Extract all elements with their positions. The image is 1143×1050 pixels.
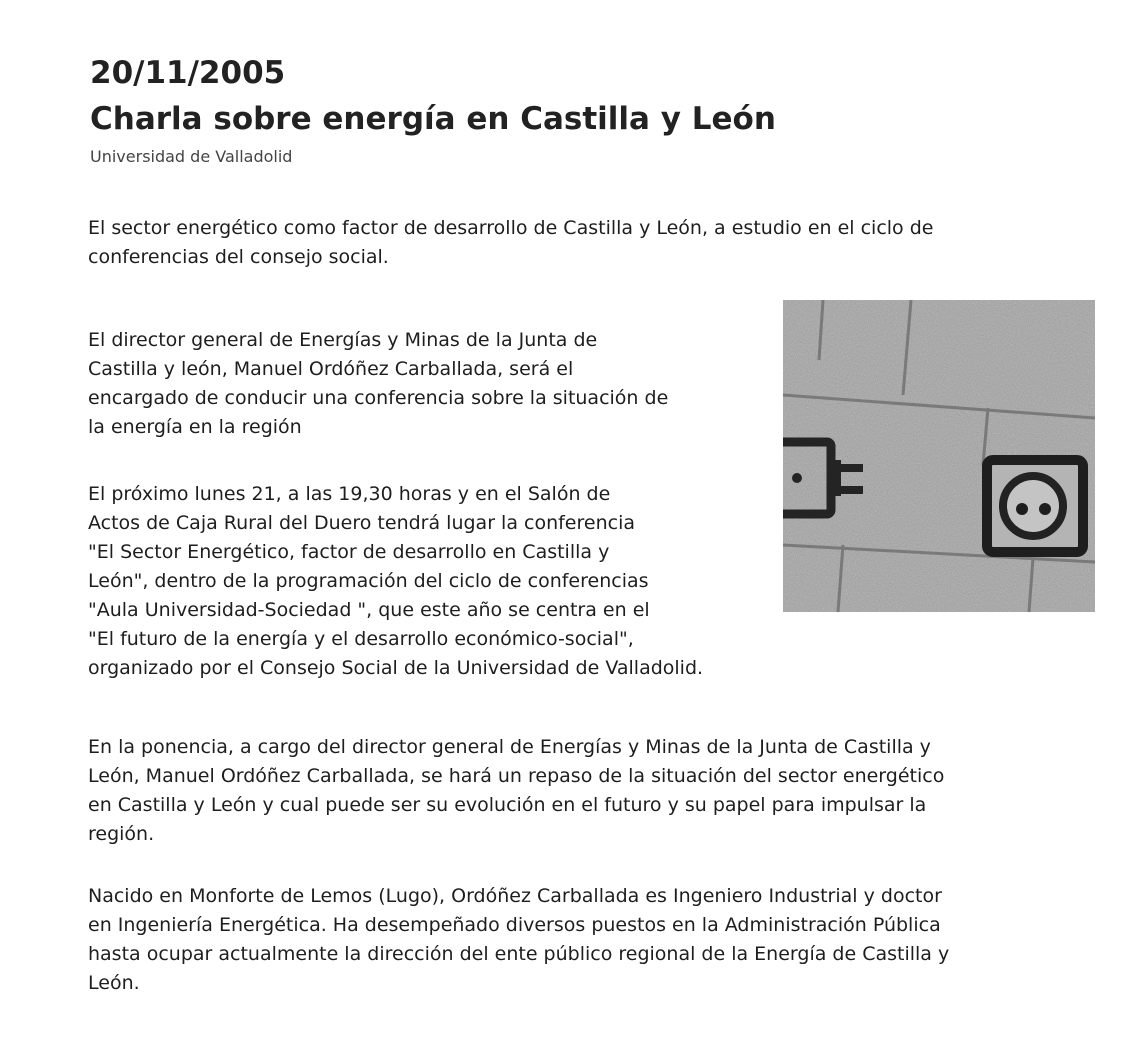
text-line: Castilla y león, Manuel Ordóñez Carballada, será el: [88, 358, 574, 380]
power-socket-illustration: [783, 300, 1095, 612]
article-source: Universidad de Valladolid: [90, 147, 293, 166]
text-line: León", dentro de la programación del ciclo de conferencias: [88, 570, 649, 592]
text-line: organizado por el Consejo Social de la Universidad de Valladolid.: [88, 657, 704, 679]
text-line: Actos de Caja Rural del Duero tendrá lugar la conferencia: [88, 512, 635, 534]
text-line: Nacido en Monforte de Lemos (Lugo), Ordóñez Carballada es Ingeniero Industrial y doctor: [88, 885, 942, 907]
text-line: "El futuro de la energía y el desarrollo económico-social",: [88, 628, 634, 650]
article-photo: [783, 300, 1095, 612]
text-line: en Ingeniería Energética. Ha desempeñado diversos puestos en la Administración Pública: [88, 914, 941, 936]
text-line: "Aula Universidad-Sociedad ", que este año se centra en el: [88, 599, 650, 621]
text-line: la energía en la región: [88, 416, 302, 438]
paragraph-bio: [88, 882, 949, 998]
lead-paragraph: [88, 214, 933, 272]
text-line: "El Sector Energético, factor de desarrollo en Castilla y: [88, 541, 610, 563]
text-line: en Castilla y León y cual puede ser su evolución en el futuro y su papel para impulsar la: [88, 794, 927, 816]
text-line: El próximo lunes 21, a las 19,30 horas y en el Salón de: [88, 483, 611, 505]
text-line: región.: [88, 823, 155, 845]
text-line: encargado de conducir una conferencia sobre la situación de: [88, 387, 669, 409]
article-date: 20/11/2005: [90, 55, 286, 91]
text-line: El sector energético como factor de desarrollo de Castilla y León, a estudio en el ciclo de: [88, 217, 934, 239]
paragraph-intro: [88, 326, 668, 442]
paragraph-event: [88, 480, 703, 683]
text-line: conferencias del consejo social.: [88, 246, 389, 268]
paragraph-talk: [88, 733, 944, 849]
text-line: León.: [88, 972, 140, 994]
article-title: Charla sobre energía en Castilla y León: [90, 101, 776, 137]
text-line: hasta ocupar actualmente la dirección del ente público regional de la Energía de Castilla y: [88, 943, 950, 965]
socket-icon: [987, 460, 1083, 552]
text-line: El director general de Energías y Minas de la Junta de: [88, 329, 598, 351]
text-line: En la ponencia, a cargo del director general de Energías y Minas de la Junta de Castilla y: [88, 736, 931, 758]
text-line: León, Manuel Ordóñez Carballada, se hará un repaso de la situación del sector energético: [88, 765, 945, 787]
